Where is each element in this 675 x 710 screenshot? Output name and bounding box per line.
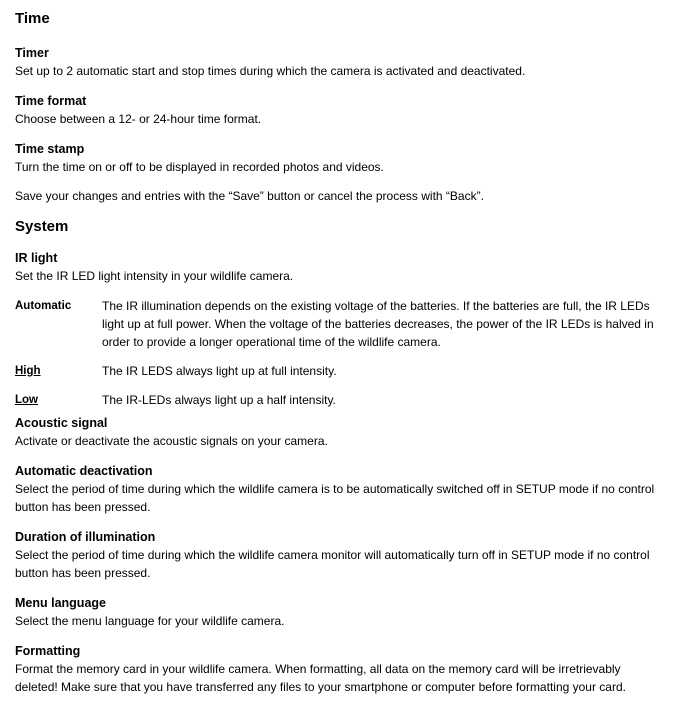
acoustic-title: Acoustic signal bbox=[15, 416, 108, 430]
illumination-title: Duration of illumination bbox=[15, 530, 156, 544]
time-heading: Time bbox=[15, 10, 50, 27]
ir-option-low bbox=[15, 391, 665, 409]
ir-option-desc: The IR-LEDs always light up a half intensity. bbox=[102, 393, 336, 407]
ir-option-automatic bbox=[15, 297, 665, 351]
ir-light-text: Set the IR LED light intensity in your wildlife camera. bbox=[15, 269, 294, 283]
timer-section bbox=[15, 44, 665, 80]
illumination-section bbox=[15, 528, 665, 582]
ir-option-term: Automatic bbox=[15, 300, 72, 312]
ir-option-desc: The IR illumination depends on the existing voltage of the batteries. If the batteries are full, the IR LEDs light up at full power. When the voltage of the batteries decreases, the power of the IR LEDs is halved in order to provide a longer operational time of the wildlife camera. bbox=[102, 299, 654, 349]
time-format-text: Choose between a 12- or 24-hour time format. bbox=[15, 112, 262, 126]
ir-option-high bbox=[15, 362, 665, 380]
time-stamp-title: Time stamp bbox=[15, 142, 85, 156]
time-format-section bbox=[15, 92, 665, 128]
auto-deactivation-title: Automatic deactivation bbox=[15, 464, 153, 478]
ir-light-title: IR light bbox=[15, 251, 58, 265]
illumination-text: Select the period of time during which the wildlife camera monitor will automatically turn off in SETUP mode if no control button has been pressed. bbox=[15, 548, 650, 580]
timer-title: Timer bbox=[15, 46, 49, 60]
formatting-text: Format the memory card in your wildlife camera. When formatting, all data on the memory card will be irretrievably deleted! Make sure that you have transferred any files to your smartphone or computer before formatting your card. bbox=[15, 662, 626, 694]
time-format-title: Time format bbox=[15, 94, 87, 108]
acoustic-text: Activate or deactivate the acoustic signals on your camera. bbox=[15, 434, 328, 448]
ir-option-term: High bbox=[15, 365, 41, 377]
auto-deactivation-text: Select the period of time during which the wildlife camera is to be automatically switched off in SETUP mode if no control button has been pressed. bbox=[15, 482, 655, 514]
ir-option-desc: The IR LEDS always light up at full intensity. bbox=[102, 364, 337, 378]
ir-option-term: Low bbox=[15, 394, 38, 406]
formatting-title: Formatting bbox=[15, 644, 81, 658]
menu-language-title: Menu language bbox=[15, 596, 106, 610]
system-heading: System bbox=[15, 218, 69, 235]
menu-language-text: Select the menu language for your wildlife camera. bbox=[15, 614, 285, 628]
time-stamp-text: Turn the time on or off to be displayed in recorded photos and videos. bbox=[15, 160, 384, 174]
ir-light-section bbox=[15, 249, 665, 285]
acoustic-section bbox=[15, 414, 665, 450]
time-stamp-section bbox=[15, 140, 665, 176]
menu-language-section bbox=[15, 594, 665, 630]
auto-deactivation-section bbox=[15, 462, 665, 516]
timer-text: Set up to 2 automatic start and stop times during which the camera is activated and deactivated. bbox=[15, 64, 526, 78]
formatting-section bbox=[15, 642, 665, 696]
save-note: Save your changes and entries with the “Save” button or cancel the process with “Back”. bbox=[15, 189, 484, 203]
